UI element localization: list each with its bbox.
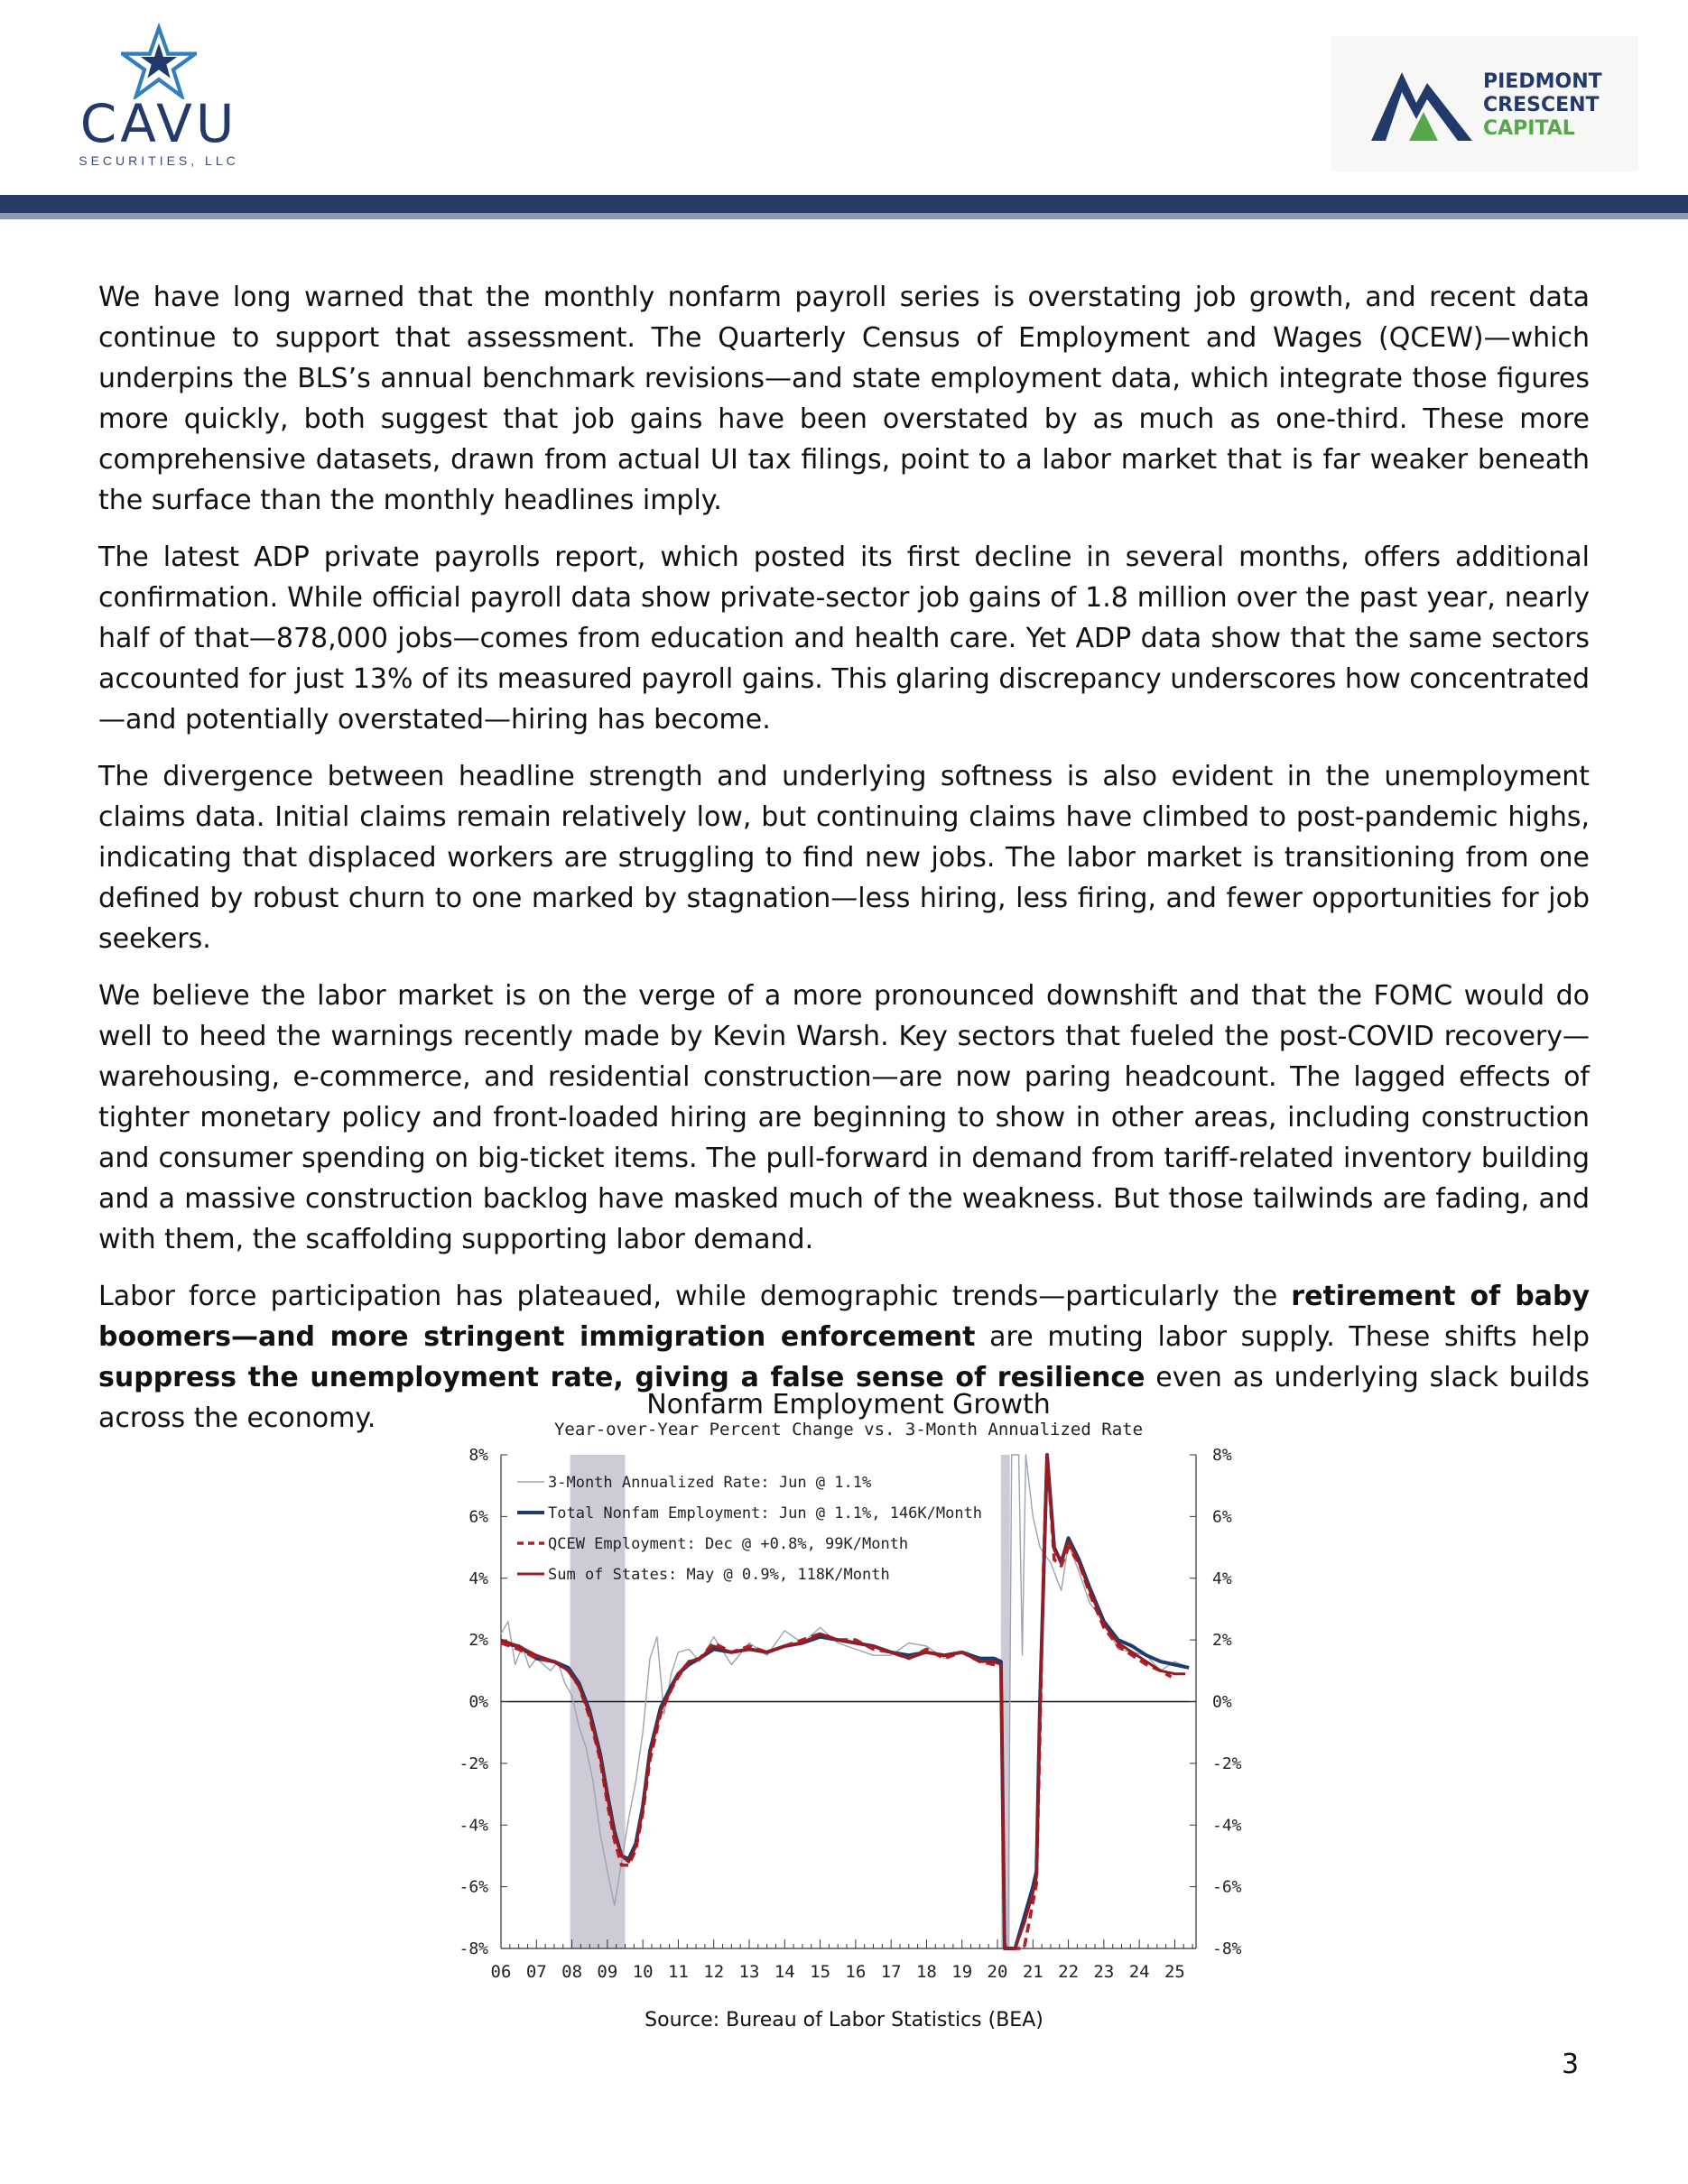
chart-canvas [424,1384,1273,2043]
x-tick-label: 11 [667,1962,689,1982]
chart-subtitle: Year-over-Year Percent Change vs. 3-Month Annualized Rate [553,1420,1144,1439]
piedmont-crescent-logo [1331,36,1638,171]
y-tick-label-left: 6% [468,1507,488,1527]
y-tick-label-left: 8% [468,1446,488,1465]
x-tick-label: 12 [703,1962,725,1982]
x-tick-label: 19 [951,1962,973,1982]
x-tick-label: 23 [1093,1962,1115,1982]
y-tick-label-right: -4% [1212,1816,1242,1836]
x-tick-label: 08 [561,1962,583,1982]
y-tick-label-left: -4% [459,1816,488,1836]
legend-label-3: QCEW Employment: Dec @ +0.8%, 99K/Month [548,1535,909,1553]
paragraph-3: The divergence between headline strength and underlying softness is also evident in the unemployment claims data. Initial claims remain relatively low, but continuing claims have climbed to post-pandemic highs, indicating that displaced workers are struggling to find new jobs. The labor market is transitioning from one defined by robust churn to one marked by stagnation—less hiring, less firing, and fewer opportunities for job seekers. [98,761,1590,955]
y-tick-label-right: 0% [1212,1692,1232,1712]
p5-bold-2: suppress the unemployment rate, giving a false sense of resilience [98,1362,1145,1393]
nonfarm-employment-chart [424,1384,1273,2043]
y-tick-label-right: 6% [1212,1507,1232,1527]
y-tick-label-right: 4% [1212,1569,1232,1588]
x-tick-label: 07 [525,1962,547,1982]
x-tick-label: 14 [774,1962,795,1982]
x-tick-label: 06 [490,1962,512,1982]
pcc-line-3: CAPITAL [1483,117,1575,140]
x-tick-label: 20 [987,1962,1008,1982]
chart-title: Nonfarm Employment Growth [646,1389,1051,1421]
paragraph-1: We have long warned that the monthly nonfarm payroll series is overstating job growth, and recent data continue to support that assessment. The Quarterly Census of Employment and Wages (QCEW)—which underpins the BLS’s annual benchmark revisions—and state employment data, which integrate those figures more quickly, both suggest that job gains have been overstated by as much as one-third. These more comprehensive datasets, drawn from actual UI tax filings, point to a labor market that is far weaker beneath the surface than the monthly headlines imply. [98,282,1590,516]
y-tick-label-right: -6% [1212,1877,1242,1897]
legend-label-4: Sum of States: May @ 0.9%, 118K/Month [548,1566,890,1584]
x-tick-label: 18 [915,1962,937,1982]
y-tick-label-left: -2% [459,1754,488,1773]
legend-label-2: Total Nonfam Employment: Jun @ 1.1%, 146K/Month [548,1504,983,1522]
x-tick-label: 24 [1128,1962,1150,1982]
x-tick-label: 15 [810,1962,831,1982]
y-tick-label-left: -8% [459,1939,488,1958]
x-tick-label: 21 [1022,1962,1043,1982]
p5-text-1: Labor force participation has plateaued, while demographic trends—particularly the [98,1281,1292,1312]
page-number: 3 [1562,2049,1580,2080]
x-tick-label: 22 [1058,1962,1080,1982]
y-tick-label-left: 4% [468,1569,488,1588]
y-tick-label-left: 2% [468,1631,488,1651]
header-band [0,195,1688,213]
y-tick-label-right: 8% [1212,1446,1232,1465]
y-tick-label-right: -8% [1212,1939,1242,1958]
x-tick-label: 13 [738,1962,760,1982]
paragraph-2: The latest ADP private payrolls report, which posted its first decline in several months, offers additional confirmation. While official payroll data show private-sector job gains of 1.8 million over the past year, nearly half of that—878,000 jobs—comes from education and health care. Yet ADP data show that the same sectors accounted for just 13% of its measured payroll gains. This glaring discrepancy underscores how concentrated—and potentially overstated—hiring has become. [98,541,1590,736]
legend-label-1: 3-Month Annualized Rate: Jun @ 1.1% [548,1474,872,1492]
x-tick-label: 17 [880,1962,902,1982]
cavu-logo [78,20,240,173]
p5-bold-1: retirement of baby boomers—and more stringent immigration enforcement [98,1281,1590,1353]
x-tick-label: 10 [632,1962,654,1982]
y-tick-label-right: -2% [1212,1754,1242,1773]
mountain-icon [1371,65,1472,141]
x-tick-label: 16 [845,1962,867,1982]
y-tick-label-left: -6% [459,1877,488,1897]
pcc-line-2: CRESCENT [1483,94,1600,116]
star-icon [121,23,197,99]
x-tick-label: 25 [1164,1962,1185,1982]
cavu-subtitle: SECURITIES, LLC [79,153,239,168]
header-band-shadow [0,213,1688,219]
y-tick-label-left: 0% [468,1692,488,1712]
chart-source: Source: Bureau of Labor Statistics (BEA) [645,2009,1043,2031]
p5-text-2: are muting labor supply. These shifts help [975,1321,1590,1353]
pcc-line-1: PIEDMONT [1483,70,1602,93]
article-body [98,277,1590,1455]
x-tick-label: 09 [597,1962,618,1982]
y-tick-label-right: 2% [1212,1631,1232,1651]
paragraph-4: We believe the labor market is on the verge of a more pronounced downshift and that the FOMC would do well to heed the warnings recently made by Kevin Warsh. Key sectors that fueled the post-COVID recovery—warehousing, e-commerce, and residential construction—are now paring headcount. The lagged effects of tighter monetary policy and front-loaded hiring are beginning to show in other areas, including construction and consumer spending on big-ticket items. The pull-forward in demand from tariff-related inventory building and a massive construction backlog have masked much of the weakness. But those tailwinds are fading, and with them, the scaffolding supporting labor demand. [98,980,1590,1255]
cavu-wordmark: CAVU [79,93,238,154]
p5-text-3: even as underlying slack builds across the economy. [98,1362,1591,1434]
